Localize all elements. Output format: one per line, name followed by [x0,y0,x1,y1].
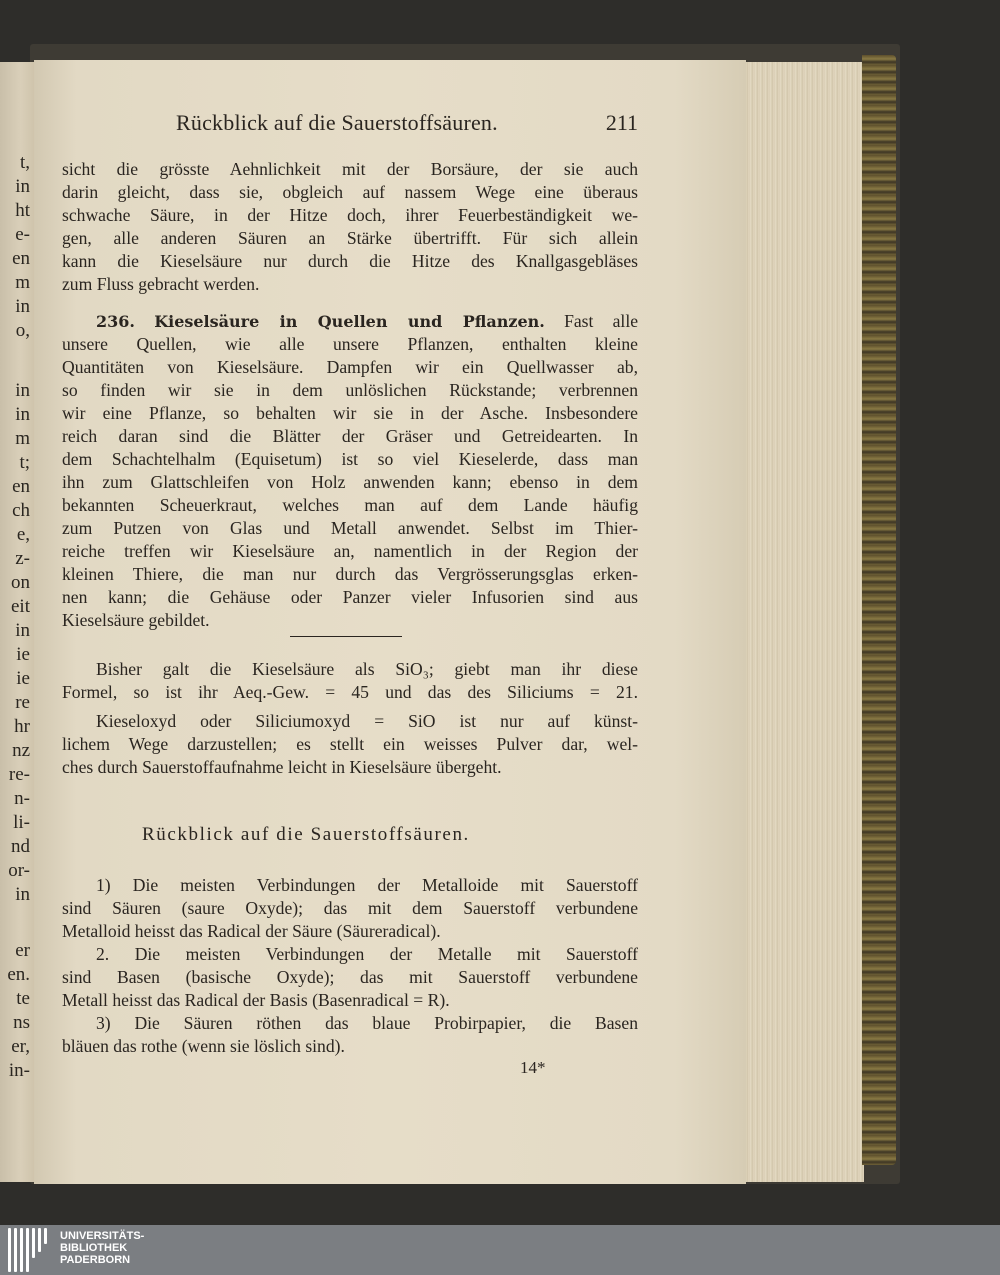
separator-rule [290,636,402,637]
left-page-fragment: hr [14,716,30,737]
section-236-line: dem Schachtelhalm (Equisetum) ist so viel Kieselerde, dass man [62,449,638,469]
left-page-fragment: ns [13,1012,30,1033]
section-236-line: ihn zum Glattschleifen von Holz anwenden kann; ebenso in dem [62,472,638,492]
section-236-line: zum Putzen von Glas und Metall anwendet. Selbst im Thier- [62,518,638,538]
left-page-fragment: on [11,572,30,593]
left-page-fragment: n- [14,788,30,809]
left-page-fragment: en [12,476,30,497]
book-spine [862,55,896,1165]
left-page-fragment: m [15,272,30,293]
running-title: Rückblick auf die Sauerstoffsäuren. [176,110,498,135]
left-page-fragment: in [15,620,30,641]
left-page-fragment: en. [7,964,30,985]
left-page-fragment: ht [15,200,30,221]
small-print-line: Kieseloxyd oder Siliciumoxyd = SiO ist nur auf künst- [96,711,638,731]
library-logo-text [60,1230,144,1266]
left-page-fragment: e, [16,524,30,545]
left-page-fragment: e- [15,224,30,245]
section-236-line: Quantitäten von Kieselsäure. Dampfen wir ein Quellwasser ab, [62,357,638,377]
summary-line: sind Basen (basische Oxyde); das mit Sauerstoff verbundene [62,967,638,987]
library-footer [0,1225,1000,1275]
left-page-fragment: te [16,988,30,1009]
section-236-number: 236. [96,312,135,331]
section-236-line: reiche treffen wir Kieselsäure an, namentlich in der Region der [62,541,638,561]
left-page-fragment: in [15,404,30,425]
para1-line: zum Fluss gebracht werden. [62,274,260,294]
left-page-fragment: eit [11,596,30,617]
left-page-fragment: er, [11,1036,30,1057]
section-236-line: nen kann; die Gehäuse oder Panzer vieler Infusorien sind aus [62,587,638,607]
left-page-fragments [0,62,34,1081]
left-page-fragment: z- [15,548,30,569]
left-page-fragment: in [15,296,30,317]
para1-line: sicht die grösste Aehnlichkeit mit der Borsäure, der sie auch [62,159,638,179]
left-page-fragment: ie [16,644,30,665]
left-page-fragment: in [15,884,30,905]
left-page-fragment: ch [12,500,30,521]
logo-text-line: PADERBORN [60,1254,131,1266]
section-236-line: Kieselsäure gebildet. [62,610,210,630]
left-page-fragment: er [15,940,30,961]
page-number: 211 [605,110,638,135]
page-block-edges [744,62,864,1182]
left-page-fragment: m [15,428,30,449]
left-page-fragment: in [15,176,30,197]
left-page-fragment: ie [16,668,30,689]
library-logo-icon [8,1228,54,1272]
right-page [34,60,746,1184]
summary-line: bläuen das rothe (wenn sie löslich sind). [62,1036,345,1056]
small-print-line: lichem Wege darzustellen; es stellt ein weisses Pulver dar, wel- [62,734,638,754]
left-page-fragment: in [15,380,30,401]
section-236-line: wir eine Pflanze, so behalten wir sie in der Asche. Insbesondere [62,403,638,423]
section-236-line: so finden wir sie in dem unlöslichen Rückstande; verbrennen [62,380,638,400]
para1-line: darin gleicht, dass sie, obgleich auf nassem Wege eine überaus [62,182,638,202]
summary-line: 3) Die Säuren röthen das blaue Probirpapier, die Basen [96,1013,638,1033]
left-page-fragment: o, [15,320,30,341]
left-page-fragment: t, [19,152,30,173]
section-236-first-line [62,310,638,333]
running-header [62,106,638,146]
summary-line: 1) Die meisten Verbindungen der Metalloide mit Sauerstoff [96,875,638,895]
para1-line: gen, alle anderen Säuren an Stärke übertrifft. Für sich allein [62,228,638,248]
left-page-fragment: nz [12,740,30,761]
section-236-first-line-rest: Fast alle [564,311,639,331]
section-236-line: reich daran sind die Blätter der Gräser und Getreidearten. In [62,426,638,446]
left-page-fragment: or- [8,860,30,881]
left-page-fragment: nd [11,836,30,857]
left-page-fragment: re [15,692,30,713]
section-236-line: kleinen Thiere, die man nur durch das Vergrösserungsglas erken- [62,564,638,584]
summary-line: Metall heisst das Radical der Basis (Basenradical = R). [62,990,450,1010]
small-print-line: Bisher galt die Kieselsäure als SiO₃; giebt man ihr diese [96,659,638,679]
left-page-fragment: re- [8,764,30,785]
para1-line: kann die Kieselsäure nur durch die Hitze des Knallgasgebläses [62,251,638,271]
section-236-line: bekannten Scheuerkraut, welches man auf dem Lande häufig [62,495,638,515]
summary-line: Metalloid heisst das Radical der Säure (Säureradical). [62,921,441,941]
para1-line: schwache Säure, in der Hitze doch, ihrer Feuerbeständigkeit we- [62,205,638,225]
summary-line: 2. Die meisten Verbindungen der Metalle mit Sauerstoff [96,944,638,964]
left-page-fragment: in- [8,1060,30,1081]
logo-text-line: UNIVERSITÄTS- [60,1230,145,1242]
small-print-line: ches durch Sauerstoffaufnahme leicht in Kieselsäure übergeht. [62,757,502,777]
small-print-line: Formel, so ist ihr Aeq.-Gew. = 45 und das des Siliciums = 21. [62,682,638,702]
left-page-fragment: li- [13,812,30,833]
left-page-fragment: t; [19,452,30,473]
section-236-line: unsere Quellen, wie alle unsere Pflanzen, enthalten kleine [62,334,638,354]
summary-line: sind Säuren (saure Oxyde); das mit dem Sauerstoff verbundene [62,898,638,918]
section-236-heading: Kieselsäure in Quellen und Pflanzen. [154,312,545,331]
left-page-fragment: en [12,248,30,269]
summary-heading: Rückblick auf die Sauerstoffsäuren. [142,824,470,845]
logo-text-line: BIBLIOTHEK [60,1242,128,1254]
signature-mark: 14* [520,1058,546,1077]
